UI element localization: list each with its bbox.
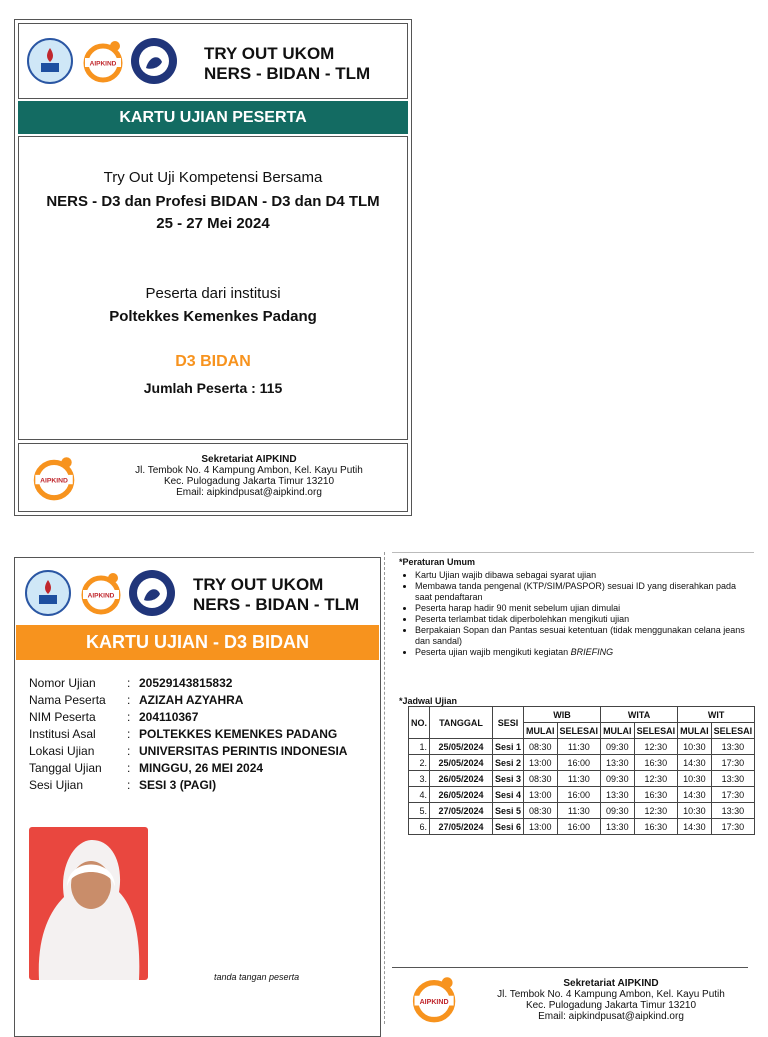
info-separator: : xyxy=(127,761,131,775)
schedule-row xyxy=(409,739,755,755)
schedule-cell: Sesi 3 xyxy=(493,771,524,787)
schedule-cell: 08:30 xyxy=(524,803,558,819)
rule-item xyxy=(415,647,751,658)
schedule-cell: 13:30 xyxy=(601,787,635,803)
col-end: SELESAI xyxy=(711,723,755,739)
schedule-cell: 26/05/2024 xyxy=(430,771,493,787)
card-banner xyxy=(18,101,408,134)
footer-address-2: Kec. Pulogadung Jakarta Timur 13210 xyxy=(163,476,335,487)
schedule-cell: Sesi 6 xyxy=(493,819,524,835)
info-row xyxy=(29,778,347,795)
logo-2-text: AIPKIND xyxy=(87,592,115,600)
col-date: TANGGAL xyxy=(430,707,493,739)
info-separator: : xyxy=(127,778,131,792)
event-dates: 25 - 27 Mei 2024 xyxy=(156,215,270,232)
info-separator: : xyxy=(127,693,131,707)
card-header xyxy=(18,23,408,99)
rule-text: Peserta terlambat tidak diperbolehkan mengikuti ujian xyxy=(415,614,630,624)
info-value: MINGGU, 26 MEI 2024 xyxy=(139,761,264,775)
footer-email: Email: aipkindpusat@aipkind.org xyxy=(176,487,322,498)
participant-info xyxy=(29,676,347,795)
schedule-cell: 16:30 xyxy=(634,787,678,803)
info-separator: : xyxy=(127,676,131,690)
schedule-cell: 13:30 xyxy=(711,803,755,819)
schedule-cell: 13:30 xyxy=(711,771,755,787)
schedule-heading: *Jadwal Ujian xyxy=(399,696,458,706)
participant-count: Jumlah Peserta : 115 xyxy=(143,380,283,396)
signature-label: tanda tangan peserta xyxy=(214,972,300,982)
schedule-cell: 2. xyxy=(409,755,430,771)
info-value: 204110367 xyxy=(139,710,199,724)
col-start: MULAI xyxy=(678,723,712,739)
rule-text: Berpakaian Sopan dan Pantas sesuai ketentuan (tidak menggunakan celana jeans dan sandal) xyxy=(415,625,745,646)
rule-text: Peserta harap hadir 90 menit sebelum ujian dimulai xyxy=(415,603,621,613)
schedule-cell: 14:30 xyxy=(678,819,712,835)
info-value: 20529143815832 xyxy=(139,676,233,690)
col-wita: WITA xyxy=(601,707,678,723)
info-value: UNIVERSITAS PERINTIS INDONESIA xyxy=(139,744,348,758)
right-footer-address-1: Jl. Tembok No. 4 Kampung Ambon, Kel. Kayu Putih xyxy=(497,989,725,1000)
schedule-cell: Sesi 1 xyxy=(493,739,524,755)
footer-logo-text: AIPKIND xyxy=(40,477,68,485)
info-row xyxy=(29,693,347,710)
col-wib: WIB xyxy=(524,707,601,723)
program-name: D3 BIDAN xyxy=(175,353,251,370)
schedule-cell: 17:30 xyxy=(711,787,755,803)
info-label: NIM Peserta xyxy=(29,710,96,724)
schedule-cell: 4. xyxy=(409,787,430,803)
card2-banner xyxy=(16,625,379,660)
schedule-cell: 14:30 xyxy=(678,787,712,803)
schedule-cell: 09:30 xyxy=(601,771,635,787)
title-line-1: TRY OUT UKOM xyxy=(204,44,335,63)
info-row xyxy=(29,727,347,744)
svg-text:AIPKIND: AIPKIND xyxy=(89,60,117,68)
institution-label: Peserta dari institusi xyxy=(145,285,281,302)
institution-name: Poltekkes Kemenkes Padang xyxy=(109,308,317,325)
schedule-cell: 13:30 xyxy=(601,819,635,835)
info-row xyxy=(29,676,347,693)
footer-title: Sekretariat AIPKIND xyxy=(201,454,297,465)
schedule-row xyxy=(409,803,755,819)
rule-item xyxy=(415,625,751,647)
card-body xyxy=(18,136,408,440)
footer-aipkind-logo xyxy=(27,454,79,507)
aipkind-logo-2 xyxy=(75,570,125,616)
schedule-cell: 08:30 xyxy=(524,739,558,755)
rule-item xyxy=(415,570,751,581)
info-row xyxy=(29,710,347,727)
aipkind-seal-logo-2 xyxy=(25,570,71,616)
aiptlmi-logo xyxy=(131,38,177,84)
schedule-cell: 16:00 xyxy=(557,819,601,835)
schedule-cell: 08:30 xyxy=(524,771,558,787)
event-line-1: Try Out Uji Kompetensi Bersama xyxy=(103,169,323,186)
schedule-cell: 13:30 xyxy=(601,755,635,771)
footer-address-1: Jl. Tembok No. 4 Kampung Ambon, Kel. Kayu Putih xyxy=(135,465,363,476)
schedule-cell: 11:30 xyxy=(557,803,601,819)
schedule-table xyxy=(408,706,755,835)
info-row xyxy=(29,744,347,761)
info-row xyxy=(29,761,347,778)
schedule-cell: Sesi 5 xyxy=(493,803,524,819)
schedule-cell: 11:30 xyxy=(557,739,601,755)
info-separator: : xyxy=(127,710,131,724)
title-line-2: NERS - BIDAN - TLM xyxy=(204,64,371,83)
info-label: Tanggal Ujian xyxy=(29,761,102,775)
right-footer-line xyxy=(392,967,748,968)
card2-banner-text: KARTU UJIAN - D3 BIDAN xyxy=(85,632,309,652)
info-label: Institusi Asal xyxy=(29,727,96,741)
rule-text: Peserta ujian wajib mengikuti kegiatan xyxy=(415,647,571,657)
schedule-cell: Sesi 2 xyxy=(493,755,524,771)
schedule-cell: 27/05/2024 xyxy=(430,803,493,819)
col-session: SESI xyxy=(493,707,524,739)
right-footer-address xyxy=(466,978,756,1022)
schedule-cell: 10:30 xyxy=(678,803,712,819)
info-label: Lokasi Ujian xyxy=(29,744,95,758)
aipkind-seal-logo xyxy=(27,38,73,84)
schedule-cell: 17:30 xyxy=(711,819,755,835)
info-label: Sesi Ujian xyxy=(29,778,84,792)
schedule-cell: 5. xyxy=(409,803,430,819)
exam-card-summary xyxy=(14,19,412,516)
schedule-row xyxy=(409,755,755,771)
rule-item xyxy=(415,603,751,614)
schedule-cell: 16:30 xyxy=(634,755,678,771)
schedule-cell: 12:30 xyxy=(634,739,678,755)
schedule-cell: 6. xyxy=(409,819,430,835)
aipkind-logo xyxy=(77,38,127,84)
schedule-cell: Sesi 4 xyxy=(493,787,524,803)
rules-heading: *Peraturan Umum xyxy=(399,557,476,567)
rules-list xyxy=(399,570,751,658)
logo-row-2 xyxy=(25,570,175,616)
schedule-cell: 16:00 xyxy=(557,787,601,803)
schedule-cell: 10:30 xyxy=(678,739,712,755)
right-footer-logo xyxy=(405,974,461,1029)
col-wit: WIT xyxy=(678,707,755,723)
schedule-cell: 16:00 xyxy=(557,755,601,771)
col-no: NO. xyxy=(409,707,430,739)
rule-text: Membawa tanda pengenal (KTP/SIM/PASPOR) sesuai ID yang diserahkan pada saat pendaftaran xyxy=(415,581,737,602)
top-dashed-divider xyxy=(392,552,754,553)
participant-photo xyxy=(29,827,148,980)
info-value: POLTEKKES KEMENKES PADANG xyxy=(139,727,338,741)
rule-emphasis: BRIEFING xyxy=(570,647,614,657)
card-title xyxy=(204,44,370,84)
schedule-cell: 14:30 xyxy=(678,755,712,771)
info-value: SESI 3 (PAGI) xyxy=(139,778,217,792)
schedule-cell: 09:30 xyxy=(601,803,635,819)
footer-address-block xyxy=(99,454,399,498)
schedule-cell: 13:00 xyxy=(524,819,558,835)
schedule-cell: 26/05/2024 xyxy=(430,787,493,803)
schedule-cell: 3. xyxy=(409,771,430,787)
card2-title-line-1: TRY OUT UKOM xyxy=(193,575,324,594)
col-end: SELESAI xyxy=(557,723,601,739)
exam-card-participant xyxy=(14,557,381,1037)
rule-text: Kartu Ujian wajib dibawa sebagai syarat ujian xyxy=(415,570,597,580)
schedule-row xyxy=(409,771,755,787)
card2-title xyxy=(193,575,359,615)
schedule-cell: 17:30 xyxy=(711,755,755,771)
schedule-cell: 25/05/2024 xyxy=(430,739,493,755)
right-footer-title: Sekretariat AIPKIND xyxy=(563,978,659,989)
right-footer-logo-text: AIPKIND xyxy=(419,998,449,1006)
schedule-row xyxy=(409,819,755,835)
aiptlmi-logo-2 xyxy=(129,570,175,616)
schedule-cell: 1. xyxy=(409,739,430,755)
info-separator: : xyxy=(127,744,131,758)
schedule-cell: 13:00 xyxy=(524,755,558,771)
schedule-row xyxy=(409,787,755,803)
info-value: AZIZAH AZYAHRA xyxy=(139,693,244,707)
card-footer xyxy=(18,443,408,512)
general-rules xyxy=(399,557,751,658)
card2-title-line-2: NERS - BIDAN - TLM xyxy=(193,595,360,614)
info-label: Nama Peserta xyxy=(29,693,106,707)
right-footer-email: Email: aipkindpusat@aipkind.org xyxy=(538,1011,684,1022)
schedule-cell: 09:30 xyxy=(601,739,635,755)
schedule-cell: 10:30 xyxy=(678,771,712,787)
rule-item xyxy=(415,581,751,603)
vertical-divider xyxy=(384,552,385,1024)
schedule-cell: 27/05/2024 xyxy=(430,819,493,835)
schedule-cell: 12:30 xyxy=(634,771,678,787)
schedule-cell: 16:30 xyxy=(634,819,678,835)
schedule-cell: 13:00 xyxy=(524,787,558,803)
info-separator: : xyxy=(127,727,131,741)
rule-item xyxy=(415,614,751,625)
banner-text: KARTU UJIAN PESERTA xyxy=(119,109,307,126)
col-end: SELESAI xyxy=(634,723,678,739)
event-line-2: NERS - D3 dan Profesi BIDAN - D3 dan D4 TLM xyxy=(46,193,380,210)
logo-row xyxy=(27,38,177,84)
right-footer-address-2: Kec. Pulogadung Jakarta Timur 13210 xyxy=(525,1000,697,1011)
col-start: MULAI xyxy=(524,723,558,739)
col-start: MULAI xyxy=(601,723,635,739)
schedule-cell: 11:30 xyxy=(557,771,601,787)
schedule-cell: 13:30 xyxy=(711,739,755,755)
info-label: Nomor Ujian xyxy=(29,676,96,690)
schedule-cell: 12:30 xyxy=(634,803,678,819)
schedule-cell: 25/05/2024 xyxy=(430,755,493,771)
